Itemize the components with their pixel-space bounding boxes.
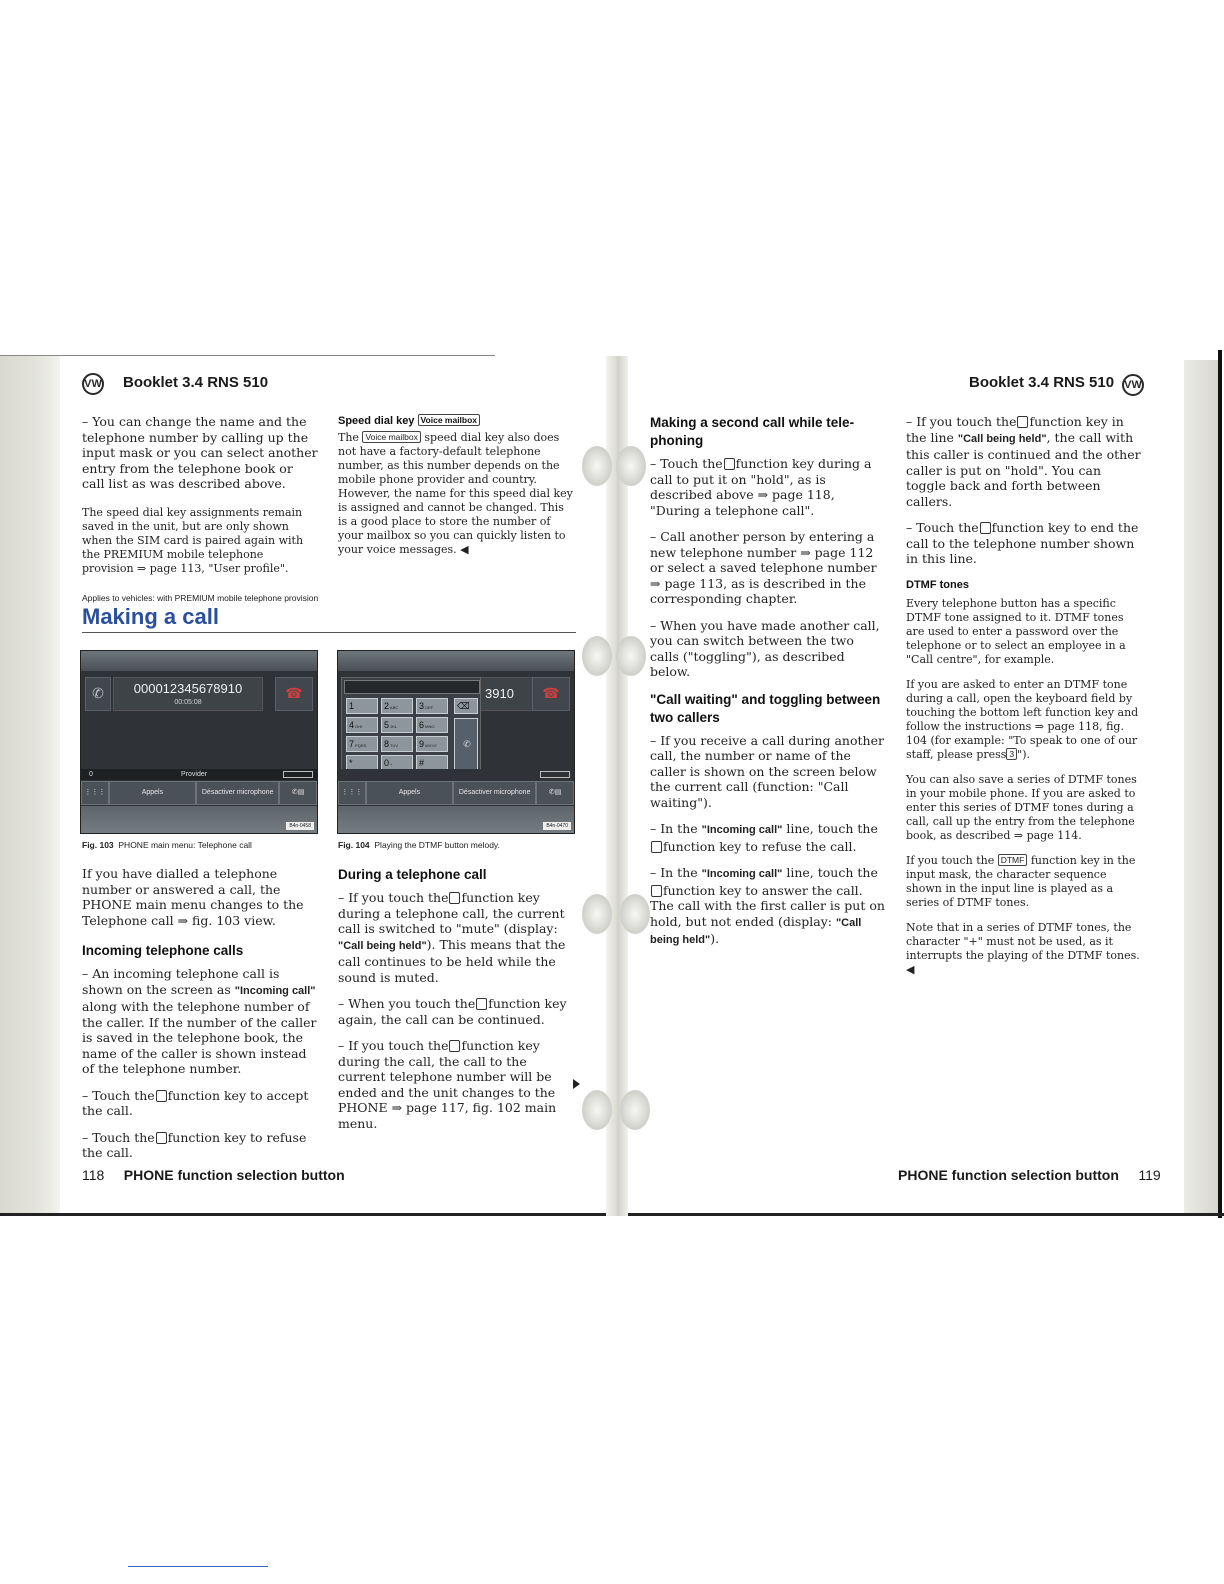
keypad-key-letters: DEF <box>424 705 434 710</box>
left-header-booklet: Booklet 3.4 RNS 510 <box>123 374 269 391</box>
during-call-heading: During a telephone call <box>338 867 487 882</box>
paragraph: – If you touch the function key in the line "Call being held", the call with this caller is continued and the other caller is put on "hold". You can toggle back and forth between callers. <box>906 414 1141 509</box>
phonebook-icon: ✆▤ <box>536 781 574 805</box>
page-number: 118 <box>82 1167 105 1183</box>
end-call-icon: ☎ <box>532 677 570 711</box>
call-number-partial: 3910 <box>485 686 514 701</box>
provider-name: Provider <box>181 771 208 778</box>
keypad-key-digit: 0 <box>384 758 390 768</box>
paragraph: – If you touch the function key during a telephone call, the current call is switched to "mute" (display: "Call being held"). This means that the call continues to be held while the sound is muted. <box>338 890 566 985</box>
call-number-box <box>113 677 263 711</box>
screen-bottom-strip <box>338 806 574 834</box>
mute-key-icon <box>449 892 460 904</box>
call-timer: 00:05:08 <box>174 699 202 706</box>
binder-ring-hole <box>582 1090 612 1130</box>
softkey-appels: Appels <box>366 781 453 805</box>
keypad-key-letters: GHI <box>354 724 363 729</box>
paragraph: – When you touch the function key again, the call can be continued. <box>338 996 567 1027</box>
paragraph: Note that in a series of DTMF tones, the character "+" must not be used, as it interrupts the playing of the DTMF tones. ◀ <box>906 920 1140 976</box>
keypad-key <box>346 717 378 733</box>
paragraph: – In the "Incoming call" line, touch thefunction key to answer the call. The call with the first caller is put on hold, but not ended (display: "Call being held"). <box>650 865 885 946</box>
binder-ring-hole <box>620 894 650 934</box>
keypad-key-digit: 9 <box>419 739 425 749</box>
incoming-calls-heading: Incoming telephone calls <box>82 943 244 958</box>
speed-dial-heading: Speed dial key Voice mailbox <box>338 414 574 427</box>
fig104-caption: Fig. 104 Playing the DTMF button melody. <box>338 840 500 850</box>
refuse-call-key-icon <box>156 1132 167 1144</box>
keypad-key-digit: 8 <box>384 739 390 749</box>
footer-rule <box>128 1566 268 1567</box>
accept-call-key-icon <box>1017 416 1028 428</box>
provider-bar <box>338 769 574 780</box>
left-col2-top <box>338 414 574 568</box>
paragraph: – An incoming telephone call is shown on the screen as "Incoming call" along with the telephone number of the caller. If the number of the caller is saved in the telephone book, the name of the caller is shown instead of the telephone number. <box>82 966 317 1076</box>
accept-call-key-icon <box>651 885 662 897</box>
scan-right-border <box>1218 350 1222 1218</box>
softkey-desactiver-microphone: Désactiver microphone <box>196 781 279 805</box>
hold-key-icon <box>724 458 735 470</box>
fig103-caption: Fig. 103 PHONE main menu: Telephone call <box>82 840 252 850</box>
figure-tag: B4n-0470 <box>543 822 571 830</box>
voice-mailbox-key-icon: Voice mailbox <box>418 414 481 426</box>
keypad-key-letters: PQRS <box>354 743 367 748</box>
paragraph: – If you receive a call during another call, the number or name of the caller is shown on the screen below the current call (function: "Call waiting"). <box>650 732 884 810</box>
binder-ring-hole <box>616 636 646 676</box>
left-col2-bottom <box>338 866 572 1142</box>
keypad-key-digit: # <box>419 758 425 768</box>
refuse-call-key-icon <box>651 841 662 853</box>
fig104-screen <box>337 650 575 834</box>
paragraph: The speed dial key assignments remain saved in the unit, but are only shown when the SIM card is paired again with the PREMIUM mobile telephone provision ⇒ page 113, "User profile". <box>82 505 304 575</box>
binder-ring-hole <box>620 1090 650 1130</box>
scan-right-edge <box>1184 360 1218 1216</box>
right-header-booklet: Booklet 3.4 RNS 510 <box>969 374 1115 391</box>
end-call-key-icon <box>449 1040 460 1052</box>
keypad-key-letters: ABC <box>389 705 399 710</box>
softkey-desactiver-microphone: Désactiver microphone <box>453 781 536 805</box>
paragraph: If you have dialled a telephone number or answered a call, the PHONE main menu changes to the Telephone call ⇒ fig. 103 view. <box>82 866 304 928</box>
section-title: Making a call <box>82 604 219 629</box>
provider-index: 0 <box>89 771 93 778</box>
call-number: 000012345678910 <box>133 681 243 696</box>
scan-left-edge <box>0 356 60 1216</box>
signal-strength-icon <box>540 771 570 778</box>
keypad-key <box>416 717 448 733</box>
binder-ring-hole <box>616 446 646 486</box>
softkey-appels: Appels <box>109 781 196 805</box>
keypad-key-digit: 5 <box>384 720 390 730</box>
paragraph: – Touch the function key to accept the call. <box>82 1087 309 1118</box>
scan-top-line <box>0 355 495 356</box>
keypad-input-line <box>344 680 480 694</box>
keypad-backspace-icon: ⌫ <box>454 698 478 714</box>
keypad-key-digit: 6 <box>419 720 425 730</box>
footer-title: PHONE function selection button <box>898 1167 1119 1183</box>
paragraph: – Call another person by entering a new telephone number ⇒ page 112 or select a saved telephone number ⇒ page 113, as is described in the corresponding chapter. <box>650 529 877 606</box>
provider-bar <box>81 769 317 780</box>
footer-title: PHONE function selection button <box>123 1167 345 1183</box>
keypad-key-letters: + <box>389 762 393 767</box>
keypad-key <box>416 736 448 752</box>
paragraph: – Touch the function key to refuse the call. <box>82 1129 307 1160</box>
keypad-key-digit: 7 <box>349 739 355 749</box>
binder-ring-hole <box>582 894 612 934</box>
binder-ring-hole <box>582 446 612 486</box>
accept-call-key-icon <box>156 1090 167 1102</box>
keypad-icon: ⋮⋮⋮ <box>81 781 109 805</box>
voice-mailbox-key-icon: Voice mailbox <box>362 431 420 443</box>
accept-call-icon: ✆ <box>85 677 111 711</box>
paragraph: – Touch the function key during a call to put it on "hold", as is described above ⇒ page 118, "During a telephone call". <box>650 456 872 518</box>
softkey-bar <box>81 781 317 805</box>
call-number-box <box>480 677 538 711</box>
dtmf-keypad <box>341 677 481 775</box>
keypad-key-letters: JKL <box>389 724 398 729</box>
digit-key-icon: 3 <box>1006 748 1017 760</box>
keypad-key-letters: TUV <box>389 743 399 748</box>
second-call-heading: Making a second call while telephoning <box>650 415 855 448</box>
end-call-key-icon <box>980 522 991 534</box>
continued-arrow-icon <box>573 1079 580 1089</box>
keypad-key-digit: 3 <box>419 701 425 711</box>
paragraph: If you are asked to enter an DTMF tone during a call, open the keyboard field by touching the bottom left function key and follow the instructions ⇒ page 118, fig. 104 (for example: "To speak to one of our staff, please press 3 "). <box>906 677 1139 761</box>
left-page-footer <box>82 1167 345 1183</box>
section-title-rule <box>82 632 576 633</box>
vw-logo-icon: VW <box>1122 374 1144 396</box>
phonebook-icon: ✆▤ <box>279 781 317 805</box>
keypad-key <box>381 698 413 714</box>
page-number: 119 <box>1138 1167 1161 1183</box>
mute-key-icon <box>476 998 487 1010</box>
keypad-key-digit: 4 <box>349 720 355 730</box>
softkey-bar <box>338 781 574 805</box>
right-col2 <box>906 414 1142 988</box>
left-col1-top <box>82 414 318 587</box>
signal-strength-icon <box>283 771 313 778</box>
paragraph: – You can change the name and the telephone number by calling up the input mask or you can select another entry from the telephone book or call list as was described above. <box>82 414 318 491</box>
vw-logo-icon: VW <box>82 373 104 395</box>
keypad-key-digit: 1 <box>349 701 355 711</box>
dtmf-heading: DTMF tones <box>906 578 969 591</box>
right-page-footer <box>898 1167 1161 1183</box>
paragraph: – Touch the function key to end the call to the telephone number shown in this line. <box>906 520 1139 566</box>
keypad-key <box>346 736 378 752</box>
end-call-icon: ☎ <box>275 677 313 711</box>
book-spine <box>606 356 628 1216</box>
fig103-screen <box>80 650 318 834</box>
right-col1 <box>650 414 886 960</box>
left-col1-bottom <box>82 866 318 1172</box>
screen-top-bar <box>338 651 574 671</box>
paragraph: If you touch the DTMF function key in the input mask, the character sequence shown in the input line is played as a series of DTMF tones. <box>906 853 1136 909</box>
paragraph: – In the "Incoming call" line, touch thefunction key to refuse the call. <box>650 821 878 854</box>
keypad-icon: ⋮⋮⋮ <box>338 781 366 805</box>
paragraph: The Voice mailbox speed dial key also does not have a factory-default telephone number, as this number depends on the mobile phone provider and country. However, the name for this speed dial key is assigned and cannot be changed. This is a good place to store the number of your mailbox so you can quickly listen to your voice messages. ◀ <box>338 431 573 556</box>
keypad-key <box>381 736 413 752</box>
screen-bottom-strip <box>81 806 317 834</box>
keypad-key <box>346 698 378 714</box>
paragraph: – When you have made another call, you can switch between the two calls ("toggling"), as described below. <box>650 617 880 679</box>
keypad-key-digit: * <box>349 758 353 768</box>
keypad-key-digit: 2 <box>384 701 390 711</box>
applies-to-note: Applies to vehicles: with PREMIUM mobile telephone provision <box>82 593 319 603</box>
binder-ring-hole <box>582 636 612 676</box>
figure-tag: B4n-0458 <box>286 822 314 830</box>
keypad-key <box>416 698 448 714</box>
paragraph: You can also save a series of DTMF tones in your mobile phone. If you are asked to enter this series of DTMF tones during a call, call up the entry from the telephone book, as described ⇒ page 114. <box>906 772 1137 842</box>
dtmf-key-icon: DTMF <box>998 854 1028 866</box>
paragraph: – If you touch the function key during the call, the call to the current telephone number will be ended and the unit changes to the PHONE ⇒ page 117, fig. 102 main menu. <box>338 1038 557 1131</box>
keypad-key <box>381 717 413 733</box>
screen-top-bar <box>81 651 317 671</box>
call-waiting-heading: "Call waiting" and toggling between two callers <box>650 691 881 725</box>
keypad-key-letters: MNO <box>424 724 435 729</box>
keypad-key-letters: WXYZ <box>424 743 437 748</box>
keypad-call-icon: ✆ <box>454 718 478 770</box>
paragraph: Every telephone button has a specific DTMF tone assigned to it. DTMF tones are used to enter a password over the telephone or to select an employee in a "Call centre", for example. <box>906 596 1126 666</box>
